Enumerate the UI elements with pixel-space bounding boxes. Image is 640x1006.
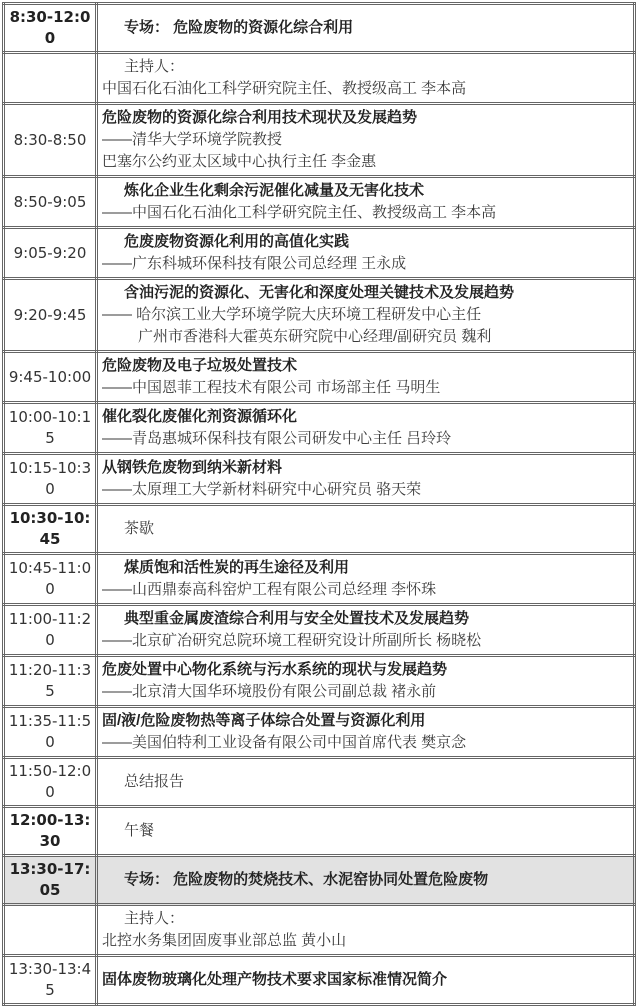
- session-detail-line: ——广东科城环保科技有限公司总经理 王永成: [102, 255, 407, 272]
- time-cell: 9:20-9:45: [4, 279, 97, 352]
- session-detail-line: 茶歇: [124, 520, 155, 537]
- content-cell: [97, 707, 635, 758]
- time-cell: 10:00-10:15: [4, 403, 97, 454]
- session-detail-line: 巴塞尔公约亚太区域中心执行主任 李金惠: [102, 153, 377, 170]
- time-cell: 10:30-10:45: [4, 505, 97, 554]
- schedule-row: [4, 4, 635, 53]
- time-cell: 11:50-12:00: [4, 758, 97, 807]
- session-detail-line: ——北京清大国华环境股份有限公司副总裁 褚永前: [102, 683, 437, 700]
- schedule-row: [4, 656, 635, 707]
- session-title: 固/液/危险废物热等离子体综合处置与资源化利用: [102, 712, 426, 729]
- content-cell: [97, 905, 635, 956]
- schedule-row: [4, 177, 635, 228]
- content-cell: [97, 856, 635, 905]
- session-title: 煤质饱和活性炭的再生途径及利用: [124, 559, 350, 576]
- session-detail-line: —— 哈尔滨工业大学环境学院大庆环境工程研发中心主任: [102, 306, 482, 323]
- content-cell: [97, 554, 635, 605]
- content-cell: [97, 956, 635, 1005]
- content-cell: [97, 228, 635, 279]
- content-cell: [97, 605, 635, 656]
- session-title: 专场： 危险废物的资源化综合利用: [124, 19, 354, 36]
- time-cell: 9:05-9:20: [4, 228, 97, 279]
- session-detail-line: ——清华大学环境学院教授: [102, 131, 283, 148]
- session-detail-line: ——北京矿冶研究总院环境工程研究设计所副所长 杨晓松: [102, 632, 482, 649]
- time-cell: 9:45-10:00: [4, 352, 97, 403]
- content-cell: [97, 4, 635, 53]
- time-cell: 11:35-11:50: [4, 707, 97, 758]
- content-cell: [97, 505, 635, 554]
- session-title: 典型重金属废渣综合利用与安全处置技术及发展趋势: [124, 610, 470, 627]
- content-cell: [97, 403, 635, 454]
- schedule-row: [4, 228, 635, 279]
- schedule-row: [4, 758, 635, 807]
- time-cell: 10:45-11:00: [4, 554, 97, 605]
- schedule-row: [4, 454, 635, 505]
- schedule-row: [4, 807, 635, 856]
- schedule-row: [4, 707, 635, 758]
- content-cell: [97, 53, 635, 104]
- schedule-body: [4, 4, 635, 1005]
- time-cell: 10:15-10:30: [4, 454, 97, 505]
- content-cell: [97, 352, 635, 403]
- content-cell: [97, 104, 635, 177]
- time-cell: 8:50-9:05: [4, 177, 97, 228]
- session-title: 危废废物资源化利用的高值化实践: [124, 233, 350, 250]
- schedule-row: [4, 53, 635, 104]
- session-detail-line: ——中国石化石油化工科学研究院主任、教授级高工 李本高: [102, 204, 497, 221]
- session-title: 危险废物及电子垃圾处置技术: [102, 357, 298, 374]
- content-cell: [97, 656, 635, 707]
- schedule-row: [4, 403, 635, 454]
- time-cell: 8:30-12:00: [4, 4, 97, 53]
- session-detail-line: 广州市香港科大霍英东研究院中心经理/副研究员 魏利: [138, 328, 492, 345]
- conference-schedule-table: [2, 2, 636, 1006]
- content-cell: [97, 454, 635, 505]
- conference-agenda-page: [0, 2, 640, 999]
- time-cell: 11:20-11:35: [4, 656, 97, 707]
- session-detail-line: 总结报告: [124, 773, 185, 790]
- session-title: 危废处置中心物化系统与污水系统的现状与发展趋势: [102, 661, 448, 678]
- session-detail-line: 午餐: [124, 822, 155, 839]
- session-detail-line: ——太原理工大学新材料研究中心研究员 骆天荣: [102, 481, 422, 498]
- content-cell: [97, 758, 635, 807]
- schedule-row: [4, 104, 635, 177]
- time-cell: 13:30-17:05: [4, 856, 97, 905]
- session-detail-line: ——山西鼎泰高科窑炉工程有限公司总经理 李怀珠: [102, 581, 437, 598]
- schedule-row: [4, 352, 635, 403]
- time-cell: 8:30-8:50: [4, 104, 97, 177]
- session-title: 专场： 危险废物的焚烧技术、水泥窑协同处置危险废物: [124, 871, 489, 888]
- session-detail-line: 中国石化石油化工科学研究院主任、教授级高工 李本高: [102, 80, 467, 97]
- session-detail-line: 主持人：: [124, 910, 185, 927]
- session-title: 炼化企业生化剩余污泥催化减量及无害化技术: [124, 182, 425, 199]
- time-cell: [4, 53, 97, 104]
- session-detail-line: 北控水务集团固废事业部总监 黄小山: [102, 932, 347, 949]
- schedule-row: [4, 856, 635, 905]
- schedule-row: [4, 279, 635, 352]
- content-cell: [97, 807, 635, 856]
- session-detail-line: ——中国恩菲工程技术有限公司 市场部主任 马明生: [102, 379, 441, 396]
- schedule-row: [4, 956, 635, 1005]
- schedule-row: [4, 505, 635, 554]
- schedule-row: [4, 905, 635, 956]
- session-detail-line: 主持人：: [124, 58, 185, 75]
- time-cell: [4, 905, 97, 956]
- session-title: 危险废物的资源化综合利用技术现状及发展趋势: [102, 109, 418, 126]
- session-title: 从钢铁危废物到纳米新材料: [102, 459, 283, 476]
- time-cell: 13:30-13:45: [4, 956, 97, 1005]
- session-title: 催化裂化废催化剂资源循环化: [102, 408, 298, 425]
- time-cell: 12:00-13:30: [4, 807, 97, 856]
- schedule-row: [4, 554, 635, 605]
- content-cell: [97, 279, 635, 352]
- session-detail-line: ——美国伯特利工业设备有限公司中国首席代表 樊京念: [102, 734, 467, 751]
- session-detail-line: ——青岛惠城环保科技有限公司研发中心主任 吕玲玲: [102, 430, 452, 447]
- session-title: 固体废物玻璃化处理产物技术要求国家标准情况简介: [102, 971, 448, 988]
- session-title: 含油污泥的资源化、无害化和深度处理关键技术及发展趋势: [124, 284, 515, 301]
- content-cell: [97, 177, 635, 228]
- schedule-row: [4, 605, 635, 656]
- time-cell: 11:00-11:20: [4, 605, 97, 656]
